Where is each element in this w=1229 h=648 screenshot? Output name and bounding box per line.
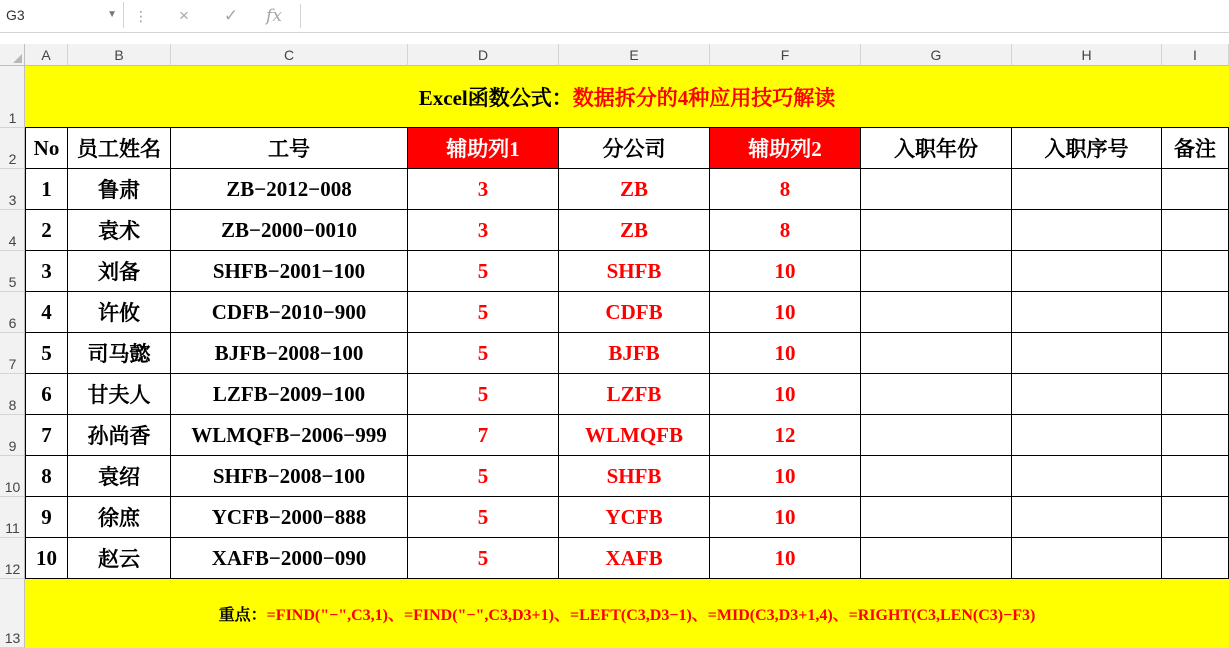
cell-a5[interactable]: [25, 251, 68, 292]
header-label: 辅助列1: [446, 137, 520, 161]
row-header-8[interactable]: [0, 374, 25, 415]
row-header-3[interactable]: [0, 169, 25, 210]
cell-value: 5: [477, 340, 489, 365]
cell-value: 10: [774, 545, 796, 570]
row-number: 6: [8, 315, 17, 331]
cell-value: 2: [41, 217, 52, 242]
cell-b6[interactable]: [68, 292, 171, 333]
cell-value: CDFB−2010−900: [211, 299, 367, 324]
cell-f12[interactable]: [710, 538, 861, 579]
cell-a10[interactable]: [25, 456, 68, 497]
cell-value: 赵云: [98, 547, 140, 571]
cell-h4[interactable]: [1012, 210, 1162, 251]
cell-d11[interactable]: [408, 497, 559, 538]
cell-f9[interactable]: [710, 415, 861, 456]
row-number: 10: [4, 479, 21, 495]
row-header-9[interactable]: [0, 415, 25, 456]
cell-c3[interactable]: [171, 169, 408, 210]
header-label: 入职序号: [1044, 137, 1129, 161]
cell-d10[interactable]: [408, 456, 559, 497]
cell-h9[interactable]: [1012, 415, 1162, 456]
cell-i3[interactable]: [1162, 169, 1229, 210]
cell-value: 8: [779, 217, 791, 242]
cell-c9[interactable]: [171, 415, 408, 456]
cell-c10[interactable]: [171, 456, 408, 497]
row-number: 3: [8, 192, 17, 208]
row-header-10[interactable]: [0, 456, 25, 497]
row-header-11[interactable]: [0, 497, 25, 538]
cell-value: YCFB: [605, 504, 663, 529]
notes-label: 重点：: [218, 607, 267, 624]
header-label: 备注: [1174, 137, 1216, 161]
cell-b8[interactable]: [68, 374, 171, 415]
cell-value: 甘夫人: [87, 383, 151, 407]
insert-function-icon[interactable]: fx: [266, 6, 282, 26]
column-header-g[interactable]: G: [861, 44, 1012, 66]
cell-h12[interactable]: [1012, 538, 1162, 579]
cell-d9[interactable]: [408, 415, 559, 456]
cell-i8[interactable]: [1162, 374, 1229, 415]
cell-c7[interactable]: [171, 333, 408, 374]
cell-f3[interactable]: [710, 169, 861, 210]
cell-b10[interactable]: [68, 456, 171, 497]
cell-b12[interactable]: [68, 538, 171, 579]
cell-value: XAFB: [605, 545, 663, 570]
cell-value: LZFB: [606, 381, 662, 406]
header-label: 入职年份: [894, 137, 978, 161]
cell-g8[interactable]: [861, 374, 1012, 415]
header-label: 工号: [268, 137, 310, 161]
name-box[interactable]: [0, 2, 124, 28]
cell-g4[interactable]: [861, 210, 1012, 251]
title-prefix: Excel函数公式：: [418, 85, 573, 110]
title-main: 数据拆分的4种应用技巧解读: [572, 85, 836, 110]
cell-f6[interactable]: [710, 292, 861, 333]
row-number: 7: [8, 356, 17, 372]
row-header-2[interactable]: [0, 128, 25, 169]
cell-a4[interactable]: [25, 210, 68, 251]
cell-b11[interactable]: [68, 497, 171, 538]
cell-b4[interactable]: [68, 210, 171, 251]
cell-value: 10: [36, 545, 57, 570]
cell-f11[interactable]: [710, 497, 861, 538]
cell-a3[interactable]: [25, 169, 68, 210]
cell-g3[interactable]: [861, 169, 1012, 210]
cell-g10[interactable]: [861, 456, 1012, 497]
row-number: 12: [4, 561, 21, 577]
cell-b9[interactable]: [68, 415, 171, 456]
cell-d5[interactable]: [408, 251, 559, 292]
row-header-7[interactable]: [0, 333, 25, 374]
header-cell-c[interactable]: [171, 128, 408, 169]
cell-h3[interactable]: [1012, 169, 1162, 210]
cell-g7[interactable]: [861, 333, 1012, 374]
cell-i12[interactable]: [1162, 538, 1229, 579]
cell-h11[interactable]: [1012, 497, 1162, 538]
cell-h7[interactable]: [1012, 333, 1162, 374]
row-number: 13: [4, 630, 21, 646]
more-options-icon[interactable]: ⋮: [134, 8, 148, 24]
cell-value: 孙尚香: [87, 424, 151, 448]
cell-e11[interactable]: [559, 497, 710, 538]
cell-g9[interactable]: [861, 415, 1012, 456]
cell-value: BJFB−2008−100: [214, 340, 364, 365]
cell-f7[interactable]: [710, 333, 861, 374]
cell-value: 10: [774, 381, 796, 406]
cell-e10[interactable]: [559, 456, 710, 497]
cell-value: 10: [774, 340, 796, 365]
notes-formulas: =FIND("−",C3,1)、=FIND("−",C3,D3+1)、=LEFT(C3,D3−1)、=MID(C3,D3+1,4)、=RIGHT(C3,LEN(C3)−F3): [266, 607, 1036, 624]
cell-d8[interactable]: [408, 374, 559, 415]
cell-i5[interactable]: [1162, 251, 1229, 292]
cell-g5[interactable]: [861, 251, 1012, 292]
cell-value: 10: [774, 463, 796, 488]
formula-bar: [0, 0, 1229, 33]
cell-value: 8: [41, 463, 52, 488]
cancel-icon[interactable]: ×: [179, 6, 189, 25]
header-label: No: [33, 135, 60, 160]
cell-value: BJFB: [608, 340, 660, 365]
cell-g12[interactable]: [861, 538, 1012, 579]
row-number: 9: [8, 438, 17, 454]
column-header-e[interactable]: E: [559, 44, 710, 66]
cell-c8[interactable]: [171, 374, 408, 415]
cell-value: 袁绍: [98, 465, 140, 489]
cell-value: 5: [477, 381, 489, 406]
cell-value: SHFB−2001−100: [212, 258, 366, 283]
cell-value: LZFB−2009−100: [212, 381, 366, 406]
row-number: 4: [8, 233, 17, 249]
cell-i11[interactable]: [1162, 497, 1229, 538]
cell-e8[interactable]: [559, 374, 710, 415]
cell-value: 1: [41, 176, 52, 201]
row-header-13[interactable]: [0, 579, 25, 648]
cell-c4[interactable]: [171, 210, 408, 251]
cell-value: 4: [41, 299, 52, 324]
header-cell-b[interactable]: [68, 128, 171, 169]
cell-d12[interactable]: [408, 538, 559, 579]
column-header-h[interactable]: H: [1012, 44, 1162, 66]
cell-e9[interactable]: [559, 415, 710, 456]
cell-a12[interactable]: [25, 538, 68, 579]
cell-g11[interactable]: [861, 497, 1012, 538]
cell-d7[interactable]: [408, 333, 559, 374]
cell-g6[interactable]: [861, 292, 1012, 333]
cell-value: SHFB: [606, 463, 662, 488]
cell-value: 5: [477, 258, 489, 283]
row-header-6[interactable]: [0, 292, 25, 333]
cell-h6[interactable]: [1012, 292, 1162, 333]
cell-value: 5: [477, 504, 489, 529]
cell-f5[interactable]: [710, 251, 861, 292]
cell-value: ZB: [619, 176, 648, 201]
cell-value: 袁术: [98, 219, 140, 243]
cell-d6[interactable]: [408, 292, 559, 333]
cell-i10[interactable]: [1162, 456, 1229, 497]
column-header-c[interactable]: C: [171, 44, 408, 66]
cell-value: YCFB−2000−888: [211, 504, 367, 529]
header-cell-d[interactable]: [408, 128, 559, 169]
cell-value: 5: [477, 299, 489, 324]
cell-value: 3: [41, 258, 52, 283]
cell-value: 7: [41, 422, 52, 447]
cell-value: ZB−2012−008: [226, 176, 352, 201]
chevron-down-icon[interactable]: ▼: [107, 9, 117, 20]
spreadsheet-grid: [0, 44, 1229, 648]
cell-value: WLMQFB−2006−999: [191, 422, 387, 447]
header-label: 员工姓名: [77, 137, 161, 161]
row-header-1[interactable]: [0, 66, 25, 128]
cell-i6[interactable]: [1162, 292, 1229, 333]
cell-value: 3: [477, 176, 489, 201]
header-cell-f[interactable]: [710, 128, 861, 169]
cell-a6[interactable]: [25, 292, 68, 333]
row-number: 5: [8, 274, 17, 290]
cell-d4[interactable]: [408, 210, 559, 251]
cell-value: 10: [774, 504, 796, 529]
cell-value: 5: [477, 463, 489, 488]
cell-value: 7: [477, 422, 489, 447]
cell-value: 5: [477, 545, 489, 570]
cell-value: 6: [41, 381, 52, 406]
cell-f10[interactable]: [710, 456, 861, 497]
header-cell-i[interactable]: [1162, 128, 1229, 169]
cell-value: SHFB−2008−100: [212, 463, 366, 488]
cell-e7[interactable]: [559, 333, 710, 374]
header-cell-a[interactable]: [25, 128, 68, 169]
cell-value: SHFB: [606, 258, 662, 283]
cell-value: 3: [477, 217, 489, 242]
cell-e3[interactable]: [559, 169, 710, 210]
cell-value: 10: [774, 258, 796, 283]
cell-value: WLMQFB: [585, 422, 683, 447]
cell-value: 12: [774, 422, 796, 447]
header-cell-h[interactable]: [1012, 128, 1162, 169]
column-header-b[interactable]: B: [68, 44, 171, 66]
cell-f4[interactable]: [710, 210, 861, 251]
cell-b7[interactable]: [68, 333, 171, 374]
column-header-d[interactable]: D: [408, 44, 559, 66]
row-header-5[interactable]: [0, 251, 25, 292]
cell-a7[interactable]: [25, 333, 68, 374]
cell-i7[interactable]: [1162, 333, 1229, 374]
name-box-value: G3: [6, 7, 25, 23]
cell-a11[interactable]: [25, 497, 68, 538]
cell-h5[interactable]: [1012, 251, 1162, 292]
row-number: 11: [5, 520, 20, 536]
cell-value: XAFB−2000−090: [211, 545, 367, 570]
cell-value: 刘备: [98, 260, 140, 284]
cell-value: 10: [774, 299, 796, 324]
cell-h8[interactable]: [1012, 374, 1162, 415]
select-all-corner[interactable]: [0, 44, 25, 66]
cell-c5[interactable]: [171, 251, 408, 292]
cell-value: 许攸: [98, 301, 140, 325]
cell-c12[interactable]: [171, 538, 408, 579]
cell-i4[interactable]: [1162, 210, 1229, 251]
cell-a8[interactable]: [25, 374, 68, 415]
row-header-12[interactable]: [0, 538, 25, 579]
cell-c11[interactable]: [171, 497, 408, 538]
cell-b5[interactable]: [68, 251, 171, 292]
sheet-title[interactable]: [25, 66, 1229, 128]
cell-e5[interactable]: [559, 251, 710, 292]
enter-icon[interactable]: ✓: [223, 6, 239, 25]
cell-b3[interactable]: [68, 169, 171, 210]
header-cell-g[interactable]: [861, 128, 1012, 169]
row-number: 1: [8, 110, 17, 126]
cell-c6[interactable]: [171, 292, 408, 333]
cell-d3[interactable]: [408, 169, 559, 210]
cell-value: 司马懿: [87, 342, 151, 366]
cell-a9[interactable]: [25, 415, 68, 456]
cell-e12[interactable]: [559, 538, 710, 579]
formula-input[interactable]: [306, 2, 1229, 28]
cell-value: 5: [41, 340, 52, 365]
column-header-a[interactable]: A: [25, 44, 68, 66]
cell-value: 徐庶: [98, 506, 140, 530]
cell-value: 8: [779, 176, 791, 201]
cell-f8[interactable]: [710, 374, 861, 415]
cell-value: ZB: [619, 217, 648, 242]
cell-e6[interactable]: [559, 292, 710, 333]
cell-value: ZB−2000−0010: [221, 217, 357, 242]
formula-bar-divider: [300, 4, 301, 28]
header-cell-e[interactable]: [559, 128, 710, 169]
column-header-f[interactable]: F: [710, 44, 861, 66]
cell-value: 鲁肃: [98, 178, 140, 202]
row-number: 8: [8, 397, 17, 413]
cell-e4[interactable]: [559, 210, 710, 251]
column-header-i[interactable]: I: [1162, 44, 1229, 66]
header-label: 分公司: [602, 137, 666, 161]
cell-value: CDFB: [605, 299, 663, 324]
row-header-4[interactable]: [0, 210, 25, 251]
row-number: 2: [8, 151, 17, 167]
cell-value: 9: [41, 504, 52, 529]
cell-i9[interactable]: [1162, 415, 1229, 456]
formula-notes[interactable]: [25, 579, 1229, 648]
cell-h10[interactable]: [1012, 456, 1162, 497]
header-label: 辅助列2: [748, 137, 822, 161]
